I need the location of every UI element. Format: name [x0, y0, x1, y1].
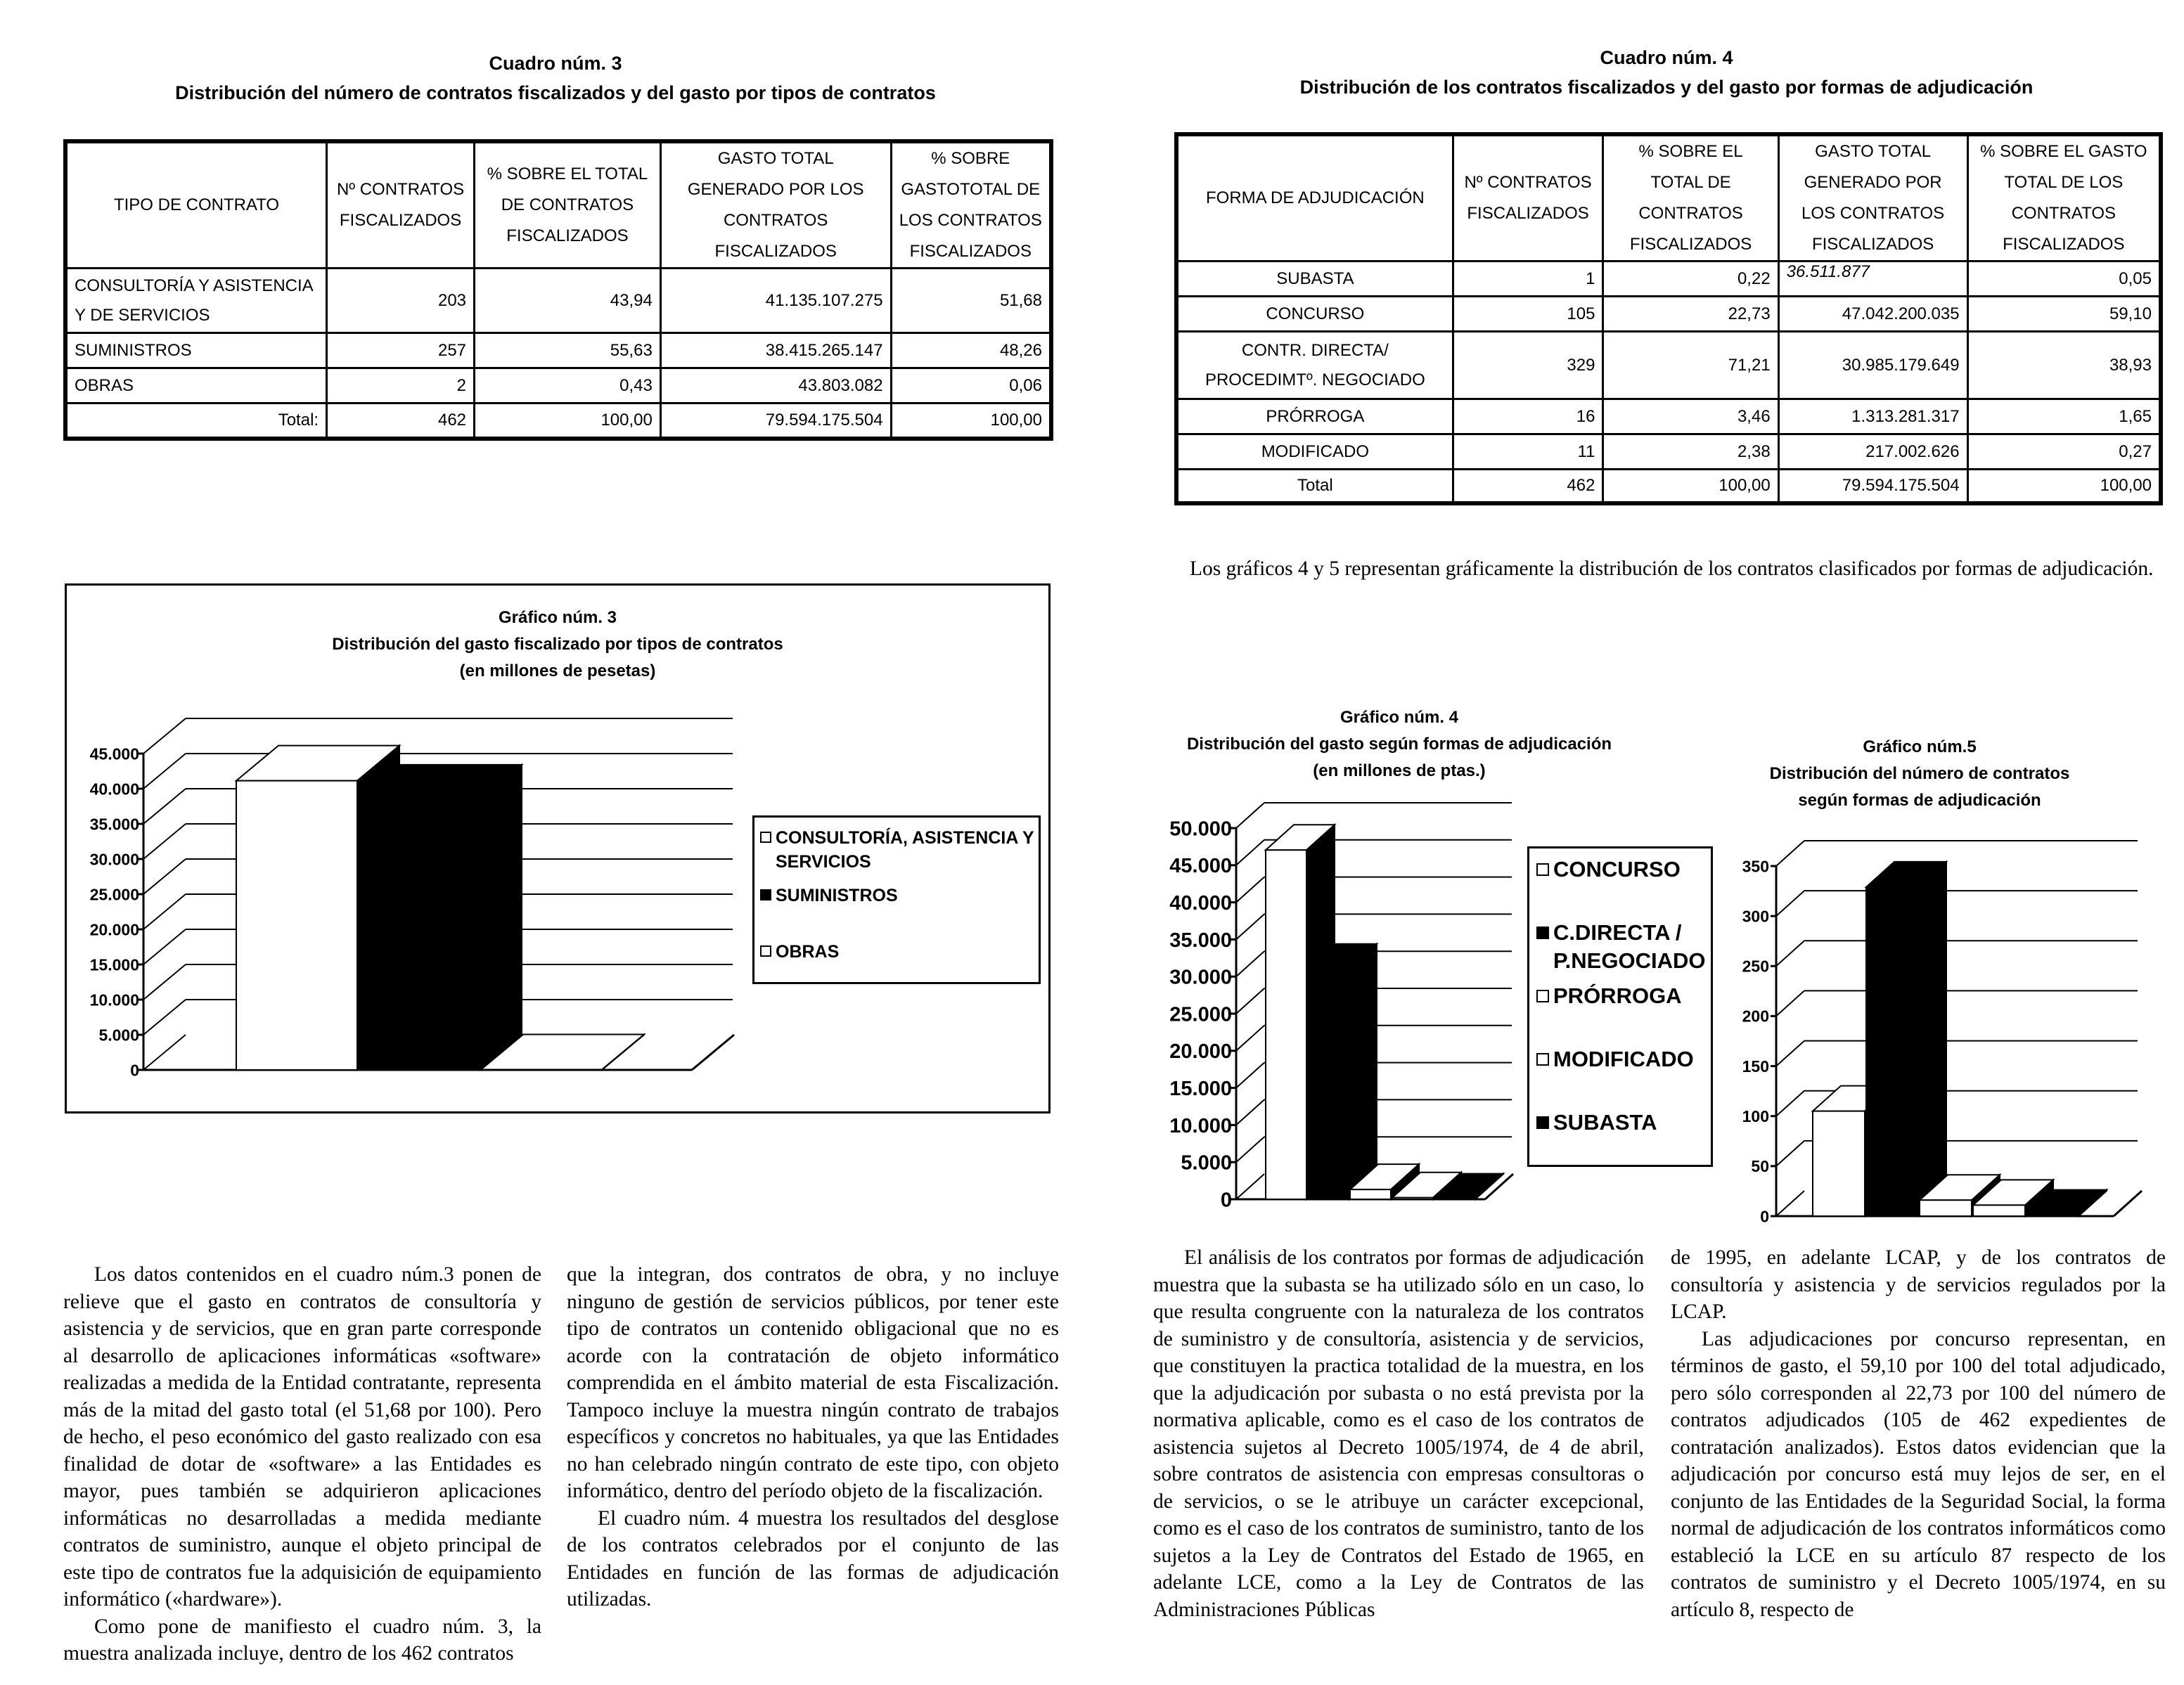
grafico4-legend [1527, 846, 1713, 1167]
bar-side [480, 765, 522, 1070]
y-tick-label: 350 [1742, 857, 1769, 876]
cell: 51,68 [891, 269, 1051, 333]
floor-edge [2114, 1191, 2142, 1216]
cell: 329 [1453, 332, 1603, 399]
gridline-diag [143, 824, 186, 859]
bar [1866, 887, 1918, 1216]
cell: 0,43 [475, 368, 661, 404]
legend-label: CONCURSO [1553, 857, 1681, 882]
cell: MODIFICADO [1176, 434, 1453, 470]
gridline-diag [143, 1000, 186, 1035]
gridline-diag [1236, 951, 1264, 976]
grafico4-plot [1169, 803, 1513, 1211]
legend-swatch-white [1536, 990, 1549, 1002]
paragraph: El análisis de los contratos por formas de adjudicación muestra que la subasta se ha utilizado sólo en un caso, lo que resulta congruente con la naturaleza de los contratos de suministro y de consultoría, asistencia y de servicios, que constituyen la practica totalidad de la muestra, en los que la adjudicación por subasta o no está prevista por la normativa aplicable, como es el caso de los contratos de asistencia sujetos al Decreto 1005/1974, de 4 de abril, sobre contratos de asistencia con empresas consultoras o de servicios, o se le atribuye un carácter excepcional, como es el caso de los contratos de suministro, tanto de los sujetos a la Ley de Contratos del Estado de 1965, en adelante LCE, como a la Ley de Contratos de las Administraciones Públicas [1153, 1246, 1644, 1621]
header-gasto: GASTO TOTAL GENERADO POR LOS CONTRATOS FISCALIZADOS [660, 141, 891, 269]
legend-label: C.DIRECTA / P.NEGOCIADO [1553, 920, 1706, 973]
bar-side [1918, 862, 1946, 1216]
gridline-diag [1236, 803, 1264, 828]
y-tick-label: 25.000 [89, 885, 139, 904]
bar [2026, 1215, 2079, 1216]
cell: 0,05 [1967, 262, 2161, 297]
legend-label: MODIFICADO [1553, 1047, 1694, 1071]
cell: 217.002.626 [1778, 434, 1967, 470]
cell: 47.042.200.035 [1778, 297, 1967, 332]
cell: 16 [1453, 399, 1603, 434]
cell: 1 [1453, 262, 1603, 297]
text-column-4 [1671, 1244, 2166, 1623]
header-n-contratos: Nº CONTRATOS FISCALIZADOS [327, 141, 475, 269]
grafico3-subtitle: Distribución del gasto fiscalizado por tipos de contratos [332, 635, 783, 654]
header-gasto: GASTO TOTAL GENERADO POR LOS CONTRATOS FISCALIZADOS [1778, 134, 1967, 262]
gridline-diag [1236, 877, 1264, 903]
grafico3-plot [90, 718, 734, 1079]
legend-item [1536, 856, 1681, 884]
grafico3-units: (en millones de pesetas) [459, 661, 656, 680]
legend-swatch-white [1536, 863, 1549, 876]
grafico4-title: Gráfico núm. 4 [1340, 708, 1459, 727]
gridline-diag [1236, 1137, 1264, 1162]
gridline-diag [1236, 988, 1264, 1014]
gridline-diag [1236, 914, 1264, 939]
header-pct-gasto: % SOBRE EL GASTO TOTAL DE LOS CONTRATOS FISCALIZADOS [1967, 134, 2161, 262]
header-pct-total: % SOBRE EL TOTAL DE CONTRATOS FISCALIZADOS [475, 141, 661, 269]
gridline-diag [143, 929, 186, 964]
legend-item [1536, 1109, 1657, 1137]
y-tick-label: 40.000 [1169, 892, 1232, 915]
cell: 43,94 [475, 269, 661, 333]
cell: Total [1176, 470, 1453, 503]
gridline-diag [143, 964, 186, 1000]
y-tick-label: 15.000 [89, 955, 139, 974]
gridline-diag [1776, 941, 1804, 966]
cell: 3,46 [1603, 399, 1778, 434]
grafico5-title: Gráfico núm.5 [1863, 737, 1977, 756]
bar [1973, 1205, 2025, 1216]
bar [1350, 1189, 1391, 1199]
legend-swatch-white [760, 832, 771, 843]
legend-item [760, 884, 898, 908]
y-tick-label: 300 [1742, 907, 1769, 926]
gridline-diag [1776, 1191, 1804, 1216]
y-tick-label: 45.000 [89, 744, 139, 763]
grafico5-plot [1742, 841, 2142, 1225]
gridline-diag [143, 789, 186, 824]
legend-item [1536, 1045, 1694, 1073]
gridline-diag [143, 718, 186, 754]
gridline-diag [1776, 1141, 1804, 1166]
y-tick-label: 10.000 [1169, 1114, 1232, 1137]
header-pct-gasto: % SOBRE GASTOTOTAL DE LOS CONTRATOS FISCALIZADOS [891, 141, 1051, 269]
cell: 100,00 [1603, 470, 1778, 503]
cuadro4-subtitle: Distribución de los contratos fiscalizados y del gasto por formas de adjudicación [1299, 77, 2034, 98]
bar [1813, 1111, 1865, 1216]
grafico4-subtitle: Distribución del gasto según formas de adjudicación [1186, 735, 1612, 754]
cell: 100,00 [891, 404, 1051, 439]
legend-item [1536, 982, 1682, 1010]
floor-edge [692, 1035, 734, 1070]
text-column-1 [63, 1261, 541, 1667]
cuadro4-title: Cuadro núm. 4 [1600, 47, 1733, 68]
gridline-diag [143, 1035, 186, 1070]
bar [1308, 969, 1349, 1199]
cell: 38,93 [1967, 332, 2161, 399]
header-forma: FORMA DE ADJUDICACIÓN [1176, 134, 1453, 262]
gridline-diag [1776, 1091, 1804, 1116]
gridline-diag [143, 754, 186, 789]
gridline-diag [1776, 990, 1804, 1016]
cell: OBRAS [65, 368, 327, 404]
bar [236, 781, 357, 1070]
cell: 257 [327, 333, 475, 368]
cell: 462 [1453, 470, 1603, 503]
y-tick-label: 15.000 [1169, 1078, 1232, 1101]
paragraph: de 1995, en adelante LCAP, y de los contratos de consultoría y asistencia y de servicios regulados por la LCAP. [1671, 1246, 2166, 1323]
cell: CONCURSO [1176, 297, 1453, 332]
cell: 462 [327, 404, 475, 439]
cell: 79.594.175.504 [660, 404, 891, 439]
gridline-diag [1776, 891, 1804, 916]
legend-swatch-black [1536, 1116, 1549, 1129]
cell: 1.313.281.317 [1778, 399, 1967, 434]
cell: 41.135.107.275 [660, 269, 891, 333]
cell: 2,38 [1603, 434, 1778, 470]
legend-label: PRÓRROGA [1553, 983, 1682, 1008]
cell: 0,22 [1603, 262, 1778, 297]
cell: 55,63 [475, 333, 661, 368]
cell: CONTR. DIRECTA/ PROCEDIMTº. NEGOCIADO [1176, 332, 1453, 399]
gridline-diag [1236, 1063, 1264, 1088]
bar [1266, 850, 1306, 1199]
legend-item [760, 826, 1039, 874]
cell: 48,26 [891, 333, 1051, 368]
gridline-diag [143, 859, 186, 894]
y-tick-label: 40.000 [89, 780, 139, 799]
cell: 100,00 [1967, 470, 2161, 503]
cell: PRÓRROGA [1176, 399, 1453, 434]
y-tick-label: 150 [1742, 1057, 1769, 1076]
gridline-diag [1776, 1041, 1804, 1066]
y-tick-label: 0 [130, 1061, 139, 1080]
header-n-contratos: Nº CONTRATOS FISCALIZADOS [1453, 134, 1603, 262]
gridline-diag [1236, 1099, 1264, 1125]
cell: 0,27 [1967, 434, 2161, 470]
y-tick-label: 20.000 [1169, 1040, 1232, 1064]
y-tick-label: 0 [1760, 1207, 1769, 1226]
cell: 79.594.175.504 [1778, 470, 1967, 503]
header-pct-total: % SOBRE EL TOTAL DE CONTRATOS FISCALIZADOS [1603, 134, 1778, 262]
cell: SUMINISTROS [65, 333, 327, 368]
grafico5-subtitle: Distribución del número de contratos [1769, 764, 2070, 783]
cell: Total: [65, 404, 327, 439]
legend-swatch-white [760, 945, 771, 957]
paragraph: que la integran, dos contratos de obra, y no incluye ninguno de gestión de servicios públicos, por tener este tipo de contratos un contenido obligacional que no es acorde con la contratación de objeto informático comprendida en el ámbito material de esta Fiscalización. Tampoco incluye la muestra ningún contrato de trabajos específicos y concretos no habituales, ya que las Entidades no han celebrado ningún contrato de este tipo, con objeto informático, dentro del período objeto de la fiscalización. [567, 1263, 1059, 1502]
y-tick-label: 50.000 [1169, 818, 1232, 841]
paragraph: Las adjudicaciones por concurso representan, en términos de gasto, el 59,10 por 100 del total adjudicado, pero sólo corresponden al 22,73 por 100 del número de contratos adjudicados (105 de 462 expedientes de contratación analizados). Estos datos evidencian que la adjudicación por concurso está muy lejos de ser, en el conjunto de las Entidades de la Seguridad Social, la forma normal de adjudicación de los contratos informáticos como estableció la LCE en su artículo 87 respecto de los contratos de suministro y el Decreto 1005/1974, en su artículo 8, respecto de [1671, 1327, 2166, 1621]
text-column-2 [567, 1261, 1059, 1613]
y-tick-label: 10.000 [89, 990, 139, 1009]
y-tick-label: 30.000 [1169, 966, 1232, 989]
paragraph: El cuadro núm. 4 muestra los resultados del desglose de los contratos celebrados por el conjunto de las Entidades en función de las formas de adjudicación utilizadas. [567, 1506, 1059, 1610]
gridline-diag [1236, 1174, 1264, 1199]
cell: 11 [1453, 434, 1603, 470]
gridline-diag [1236, 840, 1264, 865]
cuadro3-subtitle: Distribución del número de contratos fiscalizados y del gasto por tipos de contratos [175, 82, 936, 103]
cell: 71,21 [1603, 332, 1778, 399]
y-tick-label: 20.000 [89, 920, 139, 939]
cell: 100,00 [475, 404, 661, 439]
cell: 38.415.265.147 [660, 333, 891, 368]
y-tick-label: 0 [1220, 1189, 1232, 1212]
cell: SUBASTA [1176, 262, 1453, 297]
y-tick-label: 250 [1742, 957, 1769, 976]
legend-swatch-white [1536, 1053, 1549, 1066]
legend-label: SUBASTA [1553, 1110, 1657, 1135]
grafico4-units: (en millones de ptas.) [1313, 761, 1486, 780]
y-tick-label: 50 [1751, 1157, 1769, 1176]
legend-label: SUMINISTROS [776, 886, 898, 905]
grafico3-legend [752, 815, 1041, 984]
y-tick-label: 35.000 [1169, 929, 1232, 952]
cell: 22,73 [1603, 297, 1778, 332]
bar-side [1349, 944, 1377, 1199]
y-tick-label: 200 [1742, 1007, 1769, 1026]
gridline-diag [1776, 841, 1804, 866]
y-tick-label: 5.000 [1181, 1151, 1232, 1175]
paragraph: Los datos contenidos en el cuadro núm.3 ponen de relieve que el gasto en contratos de consultoría y asistencia y de servicios, que en gran parte corresponde al desarrollo de aplicaciones informáticas «software» realizadas a medida de la Entidad contratante, representa más de la mitad del gasto total (el 51,68 por 100). Pero de hecho, el peso económico del gasto realizado con esa finalidad de dotar de «software» a las Entidades es mayor, pues también se adquirieron aplicaciones informáticas no desarrolladas a medida mediante contratos de suministro, aunque el objeto principal de este tipo de contratos fue la adquisición de equipamiento informático («hardware»). [63, 1263, 541, 1610]
y-tick-label: 30.000 [89, 850, 139, 869]
bar [359, 800, 480, 1070]
y-tick-label: 25.000 [1169, 1003, 1232, 1026]
paragraph: Como pone de manifiesto el cuadro núm. 3, la muestra analizada incluye, dentro de los 462 contratos [63, 1615, 541, 1665]
cell: 59,10 [1967, 297, 2161, 332]
y-tick-label: 45.000 [1169, 855, 1232, 878]
cell: 36.511.877 [1778, 262, 1967, 297]
cuadro3-title: Cuadro núm. 3 [489, 53, 622, 74]
intro-text: Los gráficos 4 y 5 representan gráficamente la distribución de los contratos clasificados por formas de adjudicación. [1190, 557, 2154, 580]
cell: 0,06 [891, 368, 1051, 404]
grafico3-title: Gráfico núm. 3 [498, 608, 617, 627]
cell: CONSULTORÍA Y ASISTENCIA Y DE SERVICIOS [65, 269, 327, 333]
cell: 43.803.082 [660, 368, 891, 404]
header-tipo: TIPO DE CONTRATO [65, 141, 327, 269]
bar [1920, 1200, 1972, 1216]
legend-label: CONSULTORÍA, ASISTENCIA Y SERVICIOS [776, 828, 1034, 872]
y-tick-label: 5.000 [98, 1026, 139, 1045]
grafico5-subtitle-2: según formas de adjudicación [1798, 791, 2041, 810]
cell: 1,65 [1967, 399, 2161, 434]
gridline-diag [143, 894, 186, 929]
legend-swatch-black [760, 889, 771, 900]
cell: 203 [327, 269, 475, 333]
cell: 30.985.179.649 [1778, 332, 1967, 399]
cell: 105 [1453, 297, 1603, 332]
text-column-3 [1153, 1244, 1644, 1623]
y-tick-label: 35.000 [89, 815, 139, 834]
legend-label: OBRAS [776, 942, 840, 962]
cell: 2 [327, 368, 475, 404]
gridline-diag [1236, 1026, 1264, 1051]
legend-swatch-black [1536, 927, 1549, 939]
legend-item [760, 940, 839, 964]
y-tick-label: 100 [1742, 1106, 1769, 1125]
bar [1392, 1198, 1433, 1199]
legend-item [1536, 919, 1712, 975]
